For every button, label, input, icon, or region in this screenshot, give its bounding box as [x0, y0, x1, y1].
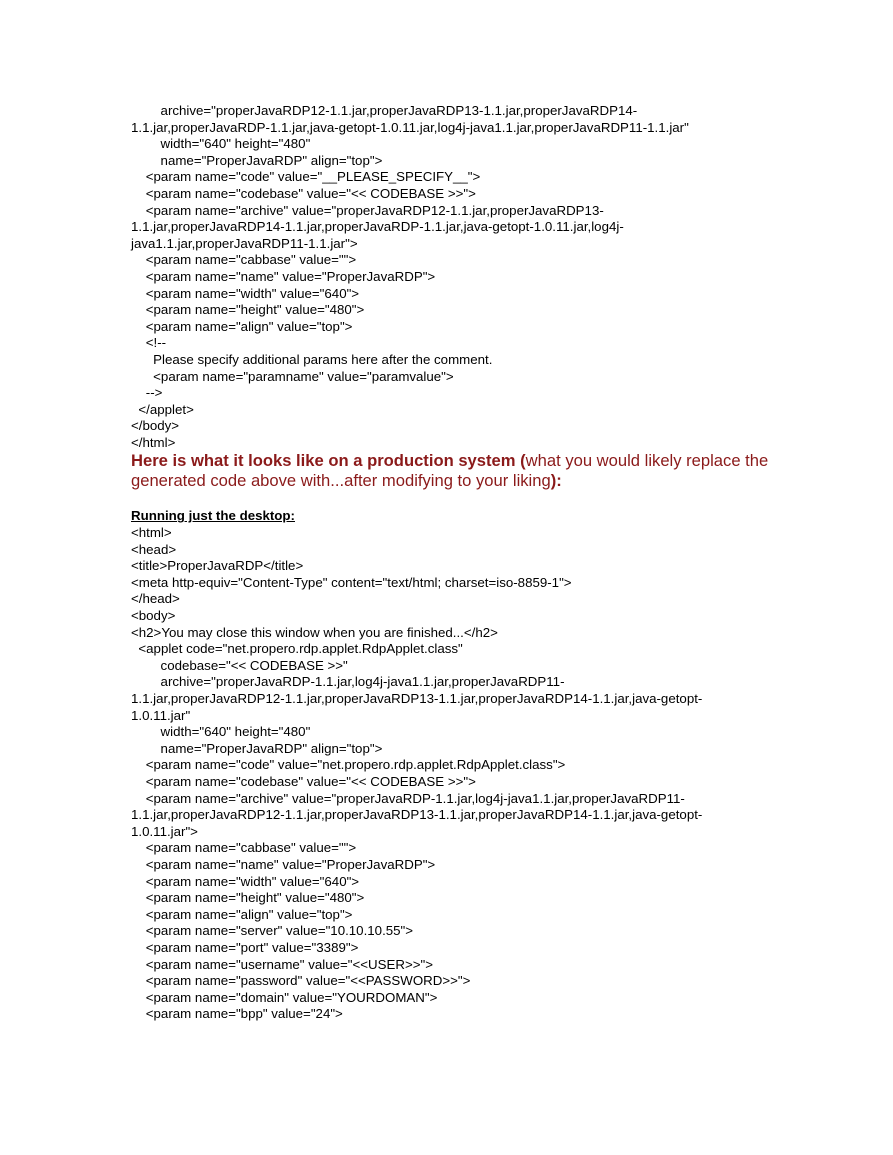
- code-line: width="640" height="480": [131, 136, 311, 152]
- code-line: <param name="width" value="640">: [131, 873, 360, 889]
- code-line: 1.1.jar,properJavaRDP12-1.1.jar,properJavaRDP13-1.1.jar,properJavaRDP14-1.1.jar,java-getopt-: [131, 691, 703, 706]
- code-line: java1.1.jar,properJavaRDP11-1.1.jar">: [131, 235, 358, 251]
- code-line: <head>: [131, 541, 177, 557]
- code-line: <param name="port" value="3389">: [131, 939, 359, 955]
- code-line: <param name="align" value="top">: [131, 906, 353, 922]
- code-line: 1.1.jar,properJavaRDP-1.1.jar,java-getopt-1.0.11.jar,log4j-java1.1.jar,properJavaRDP11-1.1.jar": [131, 119, 689, 135]
- code-line: <param name="paramname" value="paramvalue">: [131, 368, 454, 384]
- code-line: <param name="codebase" value="<< CODEBASE >>">: [131, 773, 476, 789]
- code-line: <param name="cabbase" value="">: [131, 840, 357, 856]
- code-line: codebase="<< CODEBASE >>": [131, 657, 348, 673]
- code-line: <h2>You may close this window when you are finished...</h2>: [131, 624, 498, 640]
- code-line: 1.1.jar,properJavaRDP14-1.1.jar,properJavaRDP-1.1.jar,java-getopt-1.0.11.jar,log4j-: [131, 219, 624, 235]
- production-heading-bold-end: ):: [550, 471, 562, 491]
- code-line: </head>: [131, 591, 180, 607]
- code-line: </html>: [131, 434, 176, 450]
- code-line: <param name="username" value="<<USER>>">: [131, 956, 433, 972]
- code-line: -->: [131, 385, 163, 401]
- code-line: <param name="name" value="ProperJavaRDP">: [131, 268, 436, 284]
- code-line: name="ProperJavaRDP" align="top">: [131, 152, 383, 168]
- desktop-section-title: Running just the desktop:: [131, 508, 295, 524]
- spacer: [131, 491, 781, 508]
- code-line: 1.1.jar,properJavaRDP12-1.1.jar,properJavaRDP13-1.1.jar,properJavaRDP14-1.1.jar,java-getopt-: [131, 807, 703, 823]
- code-line: <param name="archive" value="properJavaRDP-1.1.jar,log4j-java1.1.jar,properJavaRDP11-: [131, 790, 685, 806]
- code-line: </applet>: [131, 401, 194, 417]
- code-line: <param name="cabbase" value="">: [131, 252, 357, 268]
- code-line: <param name="width" value="640">: [131, 285, 360, 301]
- code-line: <param name="server" value="10.10.10.55">: [131, 923, 414, 939]
- production-heading-bold-start: Here is what it looks like on a production system (: [131, 451, 526, 471]
- code-line: <param name="height" value="480">: [131, 890, 365, 906]
- code-line: <applet code="net.propero.rdp.applet.RdpApplet.class": [131, 641, 463, 657]
- code-line: <param name="height" value="480">: [131, 302, 365, 318]
- code-line: 1.0.11.jar": [131, 707, 191, 723]
- code-line: <!--: [131, 335, 167, 351]
- production-heading-normal: what you would likely replace the generated code above with...after modifying to your liking: [131, 451, 769, 491]
- code-line: archive="properJavaRDP12-1.1.jar,properJavaRDP13-1.1.jar,properJavaRDP14-: [131, 103, 638, 118]
- code-line: 1.0.11.jar">: [131, 823, 198, 839]
- code-line: <body>: [131, 608, 176, 624]
- code-line: <param name="name" value="ProperJavaRDP">: [131, 856, 436, 872]
- code-line: <param name="align" value="top">: [131, 318, 353, 334]
- code-line: <param name="domain" value="YOURDOMAN">: [131, 989, 438, 1005]
- code-line: </body>: [131, 418, 180, 434]
- code-line: Please specify additional params here after the comment.: [131, 351, 493, 367]
- code-line: <param name="bpp" value="24">: [131, 1006, 343, 1022]
- code-line: <html>: [131, 525, 172, 541]
- code-line: width="640" height="480": [131, 724, 311, 740]
- desktop-code-block: [131, 525, 781, 1023]
- code-line: archive="properJavaRDP-1.1.jar,log4j-java1.1.jar,properJavaRDP11-: [131, 674, 565, 690]
- code-line: <param name="archive" value="properJavaRDP12-1.1.jar,properJavaRDP13-: [131, 202, 604, 218]
- generated-code-block: [131, 103, 781, 451]
- code-line: <title>ProperJavaRDP</title>: [131, 558, 304, 574]
- code-line: <param name="codebase" value="<< CODEBASE >>">: [131, 185, 476, 201]
- code-line: <meta http-equiv="Content-Type" content="text/html; charset=iso-8859-1">: [131, 574, 572, 590]
- code-line: name="ProperJavaRDP" align="top">: [131, 740, 383, 756]
- code-line: <param name="code" value="net.propero.rdp.applet.RdpApplet.class">: [131, 757, 566, 773]
- code-line: <param name="code" value="__PLEASE_SPECIFY__">: [131, 169, 481, 185]
- production-heading: [131, 451, 781, 491]
- code-line: <param name="password" value="<<PASSWORD>>">: [131, 973, 471, 989]
- document-page: [131, 103, 781, 1023]
